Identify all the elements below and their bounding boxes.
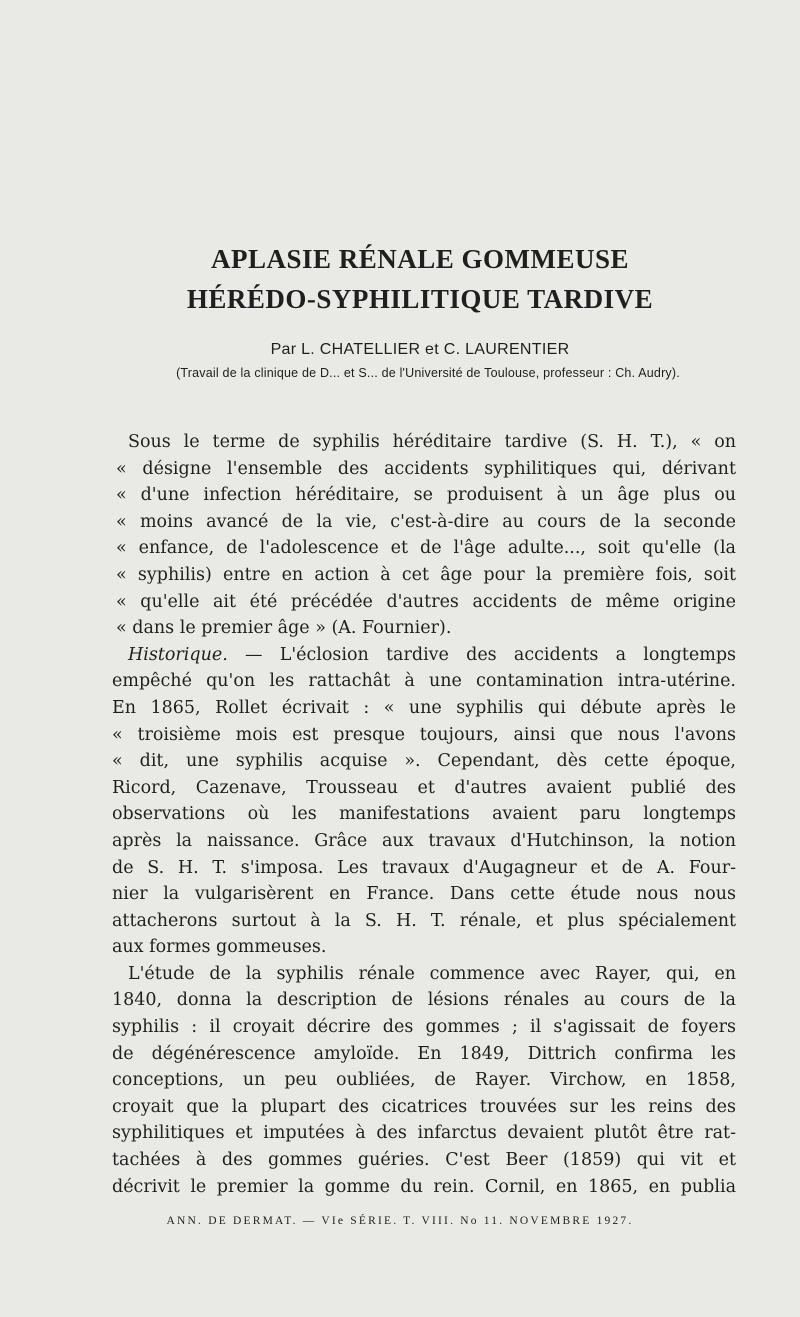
body-line: de dégénérescence amyloïde. En 1849, Dittrich confirma les [112, 1043, 736, 1064]
body-line: après la naissance. Grâce aux travaux d'Hutchinson, la notion [112, 830, 736, 851]
body-line: aux formes gommeuses. [112, 937, 327, 958]
body-line: « d'une infection héréditaire, se produisent à un âge plus ou [116, 485, 736, 506]
body-line: de S. H. T. s'imposa. Les travaux d'Augagneur et de A. Four- [112, 857, 736, 878]
body-line: Ricord, Cazenave, Trousseau et d'autres avaient publié des [112, 777, 736, 798]
body-line: En 1865, Rollet écrivait : « une syphilis qui débute après le [112, 697, 736, 718]
body-line: syphilitiques et imputées à des infarctus devaient plutôt être rat- [112, 1123, 736, 1144]
body-line: syphilis : il croyait décrire des gommes ; il s'agissait de foyers [112, 1017, 736, 1038]
article-body [112, 429, 736, 1200]
journal-citation-footer: ANN. DE DERMAT. — VIe SÉRIE. T. VIII. No 11. NOVEMBRE 1927. [166, 1215, 634, 1227]
body-line: croyait que la plupart des cicatrices trouvées sur les reins des [112, 1096, 736, 1117]
body-line: L'étude de la syphilis rénale commence avec Rayer, qui, en [128, 963, 736, 984]
article-authors: Par L. CHATELLIER et C. LAURENTIER [270, 341, 570, 358]
section-heading-historique: Historique. [128, 644, 228, 665]
article-title-line-2: HÉRÉDO-SYPHILITIQUE TARDIVE [186, 284, 654, 314]
body-line: Sous le terme de syphilis héréditaire tardive (S. H. T.), « on [128, 432, 736, 452]
section-first-line-text: — L'éclosion tardive des accidents a longtemps [227, 644, 736, 665]
body-line: « moins avancé de la vie, c'est-à-dire au cours de la seconde [116, 511, 736, 532]
body-line: attacherons surtout à la S. H. T. rénale, et plus spécialement [112, 910, 736, 931]
body-line: « dans le premier âge » (A. Fournier). [116, 618, 452, 639]
body-line-section-start [112, 642, 736, 669]
body-line: décrivit le premier la gomme du rein. Cornil, en 1865, en publia [112, 1176, 736, 1197]
body-line: observations où les manifestations avaient paru longtemps [112, 804, 736, 825]
body-line: tachées à des gommes guéries. C'est Beer (1859) qui vit et [112, 1150, 736, 1171]
body-line: « enfance, de l'adolescence et de l'âge adulte..., soit qu'elle (la [116, 538, 736, 559]
body-line: conceptions, un peu oubliées, de Rayer. Virchow, en 1858, [112, 1070, 736, 1091]
body-line: 1840, donna la description de lésions rénales au cours de la [112, 990, 736, 1011]
body-line: nier la vulgarisèrent en France. Dans cette étude nous nous [112, 884, 736, 905]
article-title-line-1: APLASIE RÉNALE GOMMEUSE [210, 244, 630, 274]
body-line: empêché qu'on les rattachât à une contamination intra-utérine. [112, 671, 736, 692]
body-line: « syphilis) entre en action à cet âge pour la première fois, soit [116, 564, 736, 585]
body-line: « troisième mois est presque toujours, ainsi que nous l'avons [112, 724, 736, 745]
body-line: « qu'elle ait été précédée d'autres accidents de même origine [116, 591, 736, 612]
article-affiliation: (Travail de la clinique de D... et S... de l'Université de Toulouse, professeur : Ch. Audry). [176, 366, 680, 380]
body-line: « désigne l'ensemble des accidents syphilitiques qui, dérivant [116, 458, 736, 479]
body-line: « dit, une syphilis acquise ». Cependant, dès cette époque, [112, 751, 736, 772]
